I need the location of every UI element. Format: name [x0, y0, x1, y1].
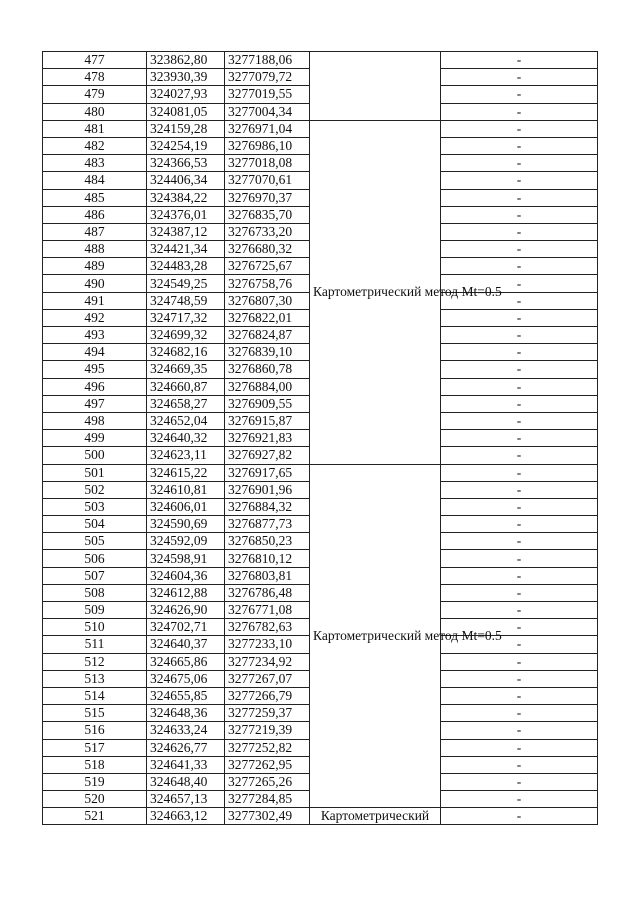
- coordinate-x: 324655,85: [147, 687, 225, 704]
- coordinate-y: 3277262,95: [225, 756, 310, 773]
- coordinate-x: 324549,25: [147, 275, 225, 292]
- coordinates-table: [42, 51, 598, 825]
- coordinate-y: 3276884,00: [225, 378, 310, 395]
- coordinate-x: 324081,05: [147, 103, 225, 120]
- coordinate-x: 324610,81: [147, 481, 225, 498]
- point-number: 486: [43, 206, 147, 223]
- coordinate-y: 3277079,72: [225, 69, 310, 86]
- coordinates-table-body: [43, 52, 598, 825]
- point-number: 501: [43, 464, 147, 481]
- coordinate-x: 324598,91: [147, 550, 225, 567]
- point-number: 519: [43, 773, 147, 790]
- coordinate-x: 324483,28: [147, 258, 225, 275]
- accuracy-value: -: [441, 361, 598, 378]
- point-number: 517: [43, 739, 147, 756]
- point-number: 487: [43, 223, 147, 240]
- accuracy-value: -: [441, 739, 598, 756]
- accuracy-value: -: [441, 292, 598, 309]
- coordinate-x: 324717,32: [147, 309, 225, 326]
- coordinate-y: 3276807,30: [225, 292, 310, 309]
- accuracy-value: -: [441, 120, 598, 137]
- accuracy-value: -: [441, 636, 598, 653]
- coordinate-y: 3276986,10: [225, 137, 310, 154]
- coordinate-x: 324648,36: [147, 705, 225, 722]
- coordinate-y: 3276927,82: [225, 447, 310, 464]
- coordinate-y: 3276860,78: [225, 361, 310, 378]
- accuracy-value: -: [441, 275, 598, 292]
- coordinate-x: 324159,28: [147, 120, 225, 137]
- coordinate-x: 324665,86: [147, 653, 225, 670]
- point-number: 506: [43, 550, 147, 567]
- coordinate-x: 324641,33: [147, 756, 225, 773]
- coordinate-x: 324658,27: [147, 395, 225, 412]
- accuracy-value: -: [441, 344, 598, 361]
- accuracy-value: -: [441, 533, 598, 550]
- accuracy-value: -: [441, 498, 598, 515]
- point-number: 490: [43, 275, 147, 292]
- coordinate-x: 324682,16: [147, 344, 225, 361]
- table-row: [43, 464, 598, 481]
- coordinate-y: 3276884,32: [225, 498, 310, 515]
- accuracy-value: -: [441, 430, 598, 447]
- coordinate-x: 323862,80: [147, 52, 225, 69]
- accuracy-value: -: [441, 481, 598, 498]
- coordinate-y: 3276733,20: [225, 223, 310, 240]
- point-number: 492: [43, 309, 147, 326]
- point-number: 483: [43, 155, 147, 172]
- table-row: [43, 808, 598, 825]
- accuracy-value: -: [441, 223, 598, 240]
- coordinate-y: 3277070,61: [225, 172, 310, 189]
- coordinate-x: 324748,59: [147, 292, 225, 309]
- coordinate-y: 3276786,48: [225, 584, 310, 601]
- point-number: 505: [43, 533, 147, 550]
- coordinate-x: 324612,88: [147, 584, 225, 601]
- coordinate-x: 324640,32: [147, 430, 225, 447]
- coordinate-x: 324623,11: [147, 447, 225, 464]
- point-number: 509: [43, 602, 147, 619]
- coordinate-x: 324660,87: [147, 378, 225, 395]
- coordinate-y: 3276803,81: [225, 567, 310, 584]
- coordinate-x: 324640,37: [147, 636, 225, 653]
- coordinate-y: 3276758,76: [225, 275, 310, 292]
- point-number: 503: [43, 498, 147, 515]
- accuracy-value: -: [441, 412, 598, 429]
- coordinate-x: 324384,22: [147, 189, 225, 206]
- point-number: 485: [43, 189, 147, 206]
- coordinate-x: 324626,90: [147, 602, 225, 619]
- coordinate-y: 3277234,92: [225, 653, 310, 670]
- accuracy-value: -: [441, 86, 598, 103]
- coordinate-x: 324657,13: [147, 791, 225, 808]
- accuracy-value: -: [441, 670, 598, 687]
- accuracy-value: -: [441, 258, 598, 275]
- point-number: 494: [43, 344, 147, 361]
- point-number: 513: [43, 670, 147, 687]
- coordinate-y: 3276970,37: [225, 189, 310, 206]
- coordinate-y: 3276915,87: [225, 412, 310, 429]
- accuracy-value: -: [441, 172, 598, 189]
- coordinate-y: 3277233,10: [225, 636, 310, 653]
- table-row: [43, 52, 598, 69]
- point-number: 496: [43, 378, 147, 395]
- coordinate-y: 3276771,08: [225, 602, 310, 619]
- point-number: 479: [43, 86, 147, 103]
- coordinate-x: 324669,35: [147, 361, 225, 378]
- coordinate-x: 324604,36: [147, 567, 225, 584]
- point-number: 507: [43, 567, 147, 584]
- coordinate-x: 324387,12: [147, 223, 225, 240]
- coordinate-y: 3277284,85: [225, 791, 310, 808]
- coordinate-y: 3276850,23: [225, 533, 310, 550]
- coordinate-x: 323930,39: [147, 69, 225, 86]
- coordinate-x: 324027,93: [147, 86, 225, 103]
- table-row: [43, 120, 598, 137]
- point-number: 520: [43, 791, 147, 808]
- point-number: 512: [43, 653, 147, 670]
- accuracy-value: -: [441, 241, 598, 258]
- coordinate-x: 324699,32: [147, 327, 225, 344]
- coordinate-x: 324606,01: [147, 498, 225, 515]
- coordinate-y: 3276877,73: [225, 516, 310, 533]
- point-number: 478: [43, 69, 147, 86]
- point-number: 515: [43, 705, 147, 722]
- accuracy-value: -: [441, 687, 598, 704]
- point-number: 498: [43, 412, 147, 429]
- accuracy-value: -: [441, 516, 598, 533]
- point-number: 480: [43, 103, 147, 120]
- coordinate-y: 3276680,32: [225, 241, 310, 258]
- coordinate-y: 3277302,49: [225, 808, 310, 825]
- point-number: 500: [43, 447, 147, 464]
- accuracy-value: -: [441, 137, 598, 154]
- point-number: 482: [43, 137, 147, 154]
- point-number: 477: [43, 52, 147, 69]
- point-number: 510: [43, 619, 147, 636]
- coordinate-y: 3277219,39: [225, 722, 310, 739]
- coordinate-x: 324590,69: [147, 516, 225, 533]
- accuracy-value: -: [441, 722, 598, 739]
- accuracy-value: -: [441, 619, 598, 636]
- point-number: 493: [43, 327, 147, 344]
- coordinate-x: 324675,06: [147, 670, 225, 687]
- coordinate-x: 324626,77: [147, 739, 225, 756]
- accuracy-value: -: [441, 155, 598, 172]
- coordinate-y: 3276901,96: [225, 481, 310, 498]
- point-number: 481: [43, 120, 147, 137]
- point-number: 489: [43, 258, 147, 275]
- coordinate-x: 324702,71: [147, 619, 225, 636]
- accuracy-value: -: [441, 808, 598, 825]
- coordinate-x: 324592,09: [147, 533, 225, 550]
- point-number: 514: [43, 687, 147, 704]
- coordinate-y: 3277266,79: [225, 687, 310, 704]
- point-number: 495: [43, 361, 147, 378]
- coordinate-x: 324652,04: [147, 412, 225, 429]
- accuracy-value: -: [441, 327, 598, 344]
- accuracy-value: -: [441, 378, 598, 395]
- point-number: 491: [43, 292, 147, 309]
- coordinate-x: 324406,34: [147, 172, 225, 189]
- accuracy-value: -: [441, 52, 598, 69]
- coordinate-y: 3276810,12: [225, 550, 310, 567]
- coordinate-y: 3277004,34: [225, 103, 310, 120]
- coordinate-x: 324615,22: [147, 464, 225, 481]
- coordinate-x: 324366,53: [147, 155, 225, 172]
- accuracy-value: -: [441, 602, 598, 619]
- point-number: 508: [43, 584, 147, 601]
- coordinate-y: 3276824,87: [225, 327, 310, 344]
- coordinate-y: 3276725,67: [225, 258, 310, 275]
- method-cell: Картометрический метод Mt=0.5: [310, 120, 441, 464]
- point-number: 504: [43, 516, 147, 533]
- accuracy-value: -: [441, 464, 598, 481]
- accuracy-value: -: [441, 309, 598, 326]
- point-number: 497: [43, 395, 147, 412]
- point-number: 499: [43, 430, 147, 447]
- method-cell: Картометрический: [310, 808, 441, 825]
- coordinate-y: 3276822,01: [225, 309, 310, 326]
- accuracy-value: -: [441, 447, 598, 464]
- coordinate-y: 3276921,83: [225, 430, 310, 447]
- coordinate-y: 3276839,10: [225, 344, 310, 361]
- coordinate-x: 324254,19: [147, 137, 225, 154]
- method-cell: Картометрический метод Mt=0.5: [310, 464, 441, 808]
- point-number: 511: [43, 636, 147, 653]
- coordinate-y: 3277019,55: [225, 86, 310, 103]
- coordinate-y: 3277259,37: [225, 705, 310, 722]
- coordinate-y: 3277265,26: [225, 773, 310, 790]
- accuracy-value: -: [441, 189, 598, 206]
- accuracy-value: -: [441, 567, 598, 584]
- coordinate-y: 3276782,63: [225, 619, 310, 636]
- accuracy-value: -: [441, 653, 598, 670]
- point-number: 518: [43, 756, 147, 773]
- coordinate-y: 3276917,65: [225, 464, 310, 481]
- coordinate-x: 324376,01: [147, 206, 225, 223]
- coordinate-y: 3276835,70: [225, 206, 310, 223]
- point-number: 521: [43, 808, 147, 825]
- point-number: 488: [43, 241, 147, 258]
- accuracy-value: -: [441, 395, 598, 412]
- coordinate-y: 3277252,82: [225, 739, 310, 756]
- accuracy-value: -: [441, 791, 598, 808]
- accuracy-value: -: [441, 69, 598, 86]
- method-cell: [310, 52, 441, 121]
- accuracy-value: -: [441, 705, 598, 722]
- coordinate-x: 324663,12: [147, 808, 225, 825]
- accuracy-value: -: [441, 584, 598, 601]
- accuracy-value: -: [441, 756, 598, 773]
- coordinate-y: 3277267,07: [225, 670, 310, 687]
- accuracy-value: -: [441, 773, 598, 790]
- coordinate-y: 3277188,06: [225, 52, 310, 69]
- coordinate-x: 324421,34: [147, 241, 225, 258]
- point-number: 502: [43, 481, 147, 498]
- coordinate-x: 324648,40: [147, 773, 225, 790]
- coordinate-y: 3276909,55: [225, 395, 310, 412]
- coordinate-x: 324633,24: [147, 722, 225, 739]
- coordinate-y: 3276971,04: [225, 120, 310, 137]
- accuracy-value: -: [441, 103, 598, 120]
- coordinate-y: 3277018,08: [225, 155, 310, 172]
- accuracy-value: -: [441, 206, 598, 223]
- point-number: 516: [43, 722, 147, 739]
- point-number: 484: [43, 172, 147, 189]
- accuracy-value: -: [441, 550, 598, 567]
